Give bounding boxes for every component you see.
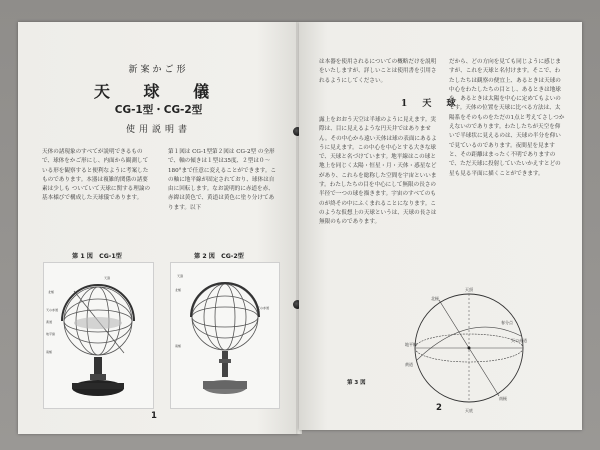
fig1-label-north-pole: 北極 xyxy=(48,290,55,294)
fig1-label-south-pole: 南極 xyxy=(46,350,53,354)
fig1-label-horizon: 地平線 xyxy=(46,332,56,336)
fig3-label-north-pole: 北極 xyxy=(431,296,439,301)
fig3-celestial-diagram xyxy=(399,280,539,416)
fig2-label-zenith: 天頂 xyxy=(177,274,184,278)
fig1-photo xyxy=(43,262,154,409)
fig3-label-zenith: 天頂 xyxy=(465,287,473,292)
intro-text-col1: 天体の諸現象のすべてが説明できるもので、球体をかご形にし、内面から観測している形を観察すると便利なように考案したものであります。本器は複雑的関係の諸要素は少しも ついていて天球に関する理論の基本様びで構成した天球儀であります。 xyxy=(42,149,151,202)
fig3-label-equator: 天の赤道 xyxy=(511,338,527,343)
section-title: 1 天 球 xyxy=(401,99,462,109)
fig3-label-equinox: 春分点 xyxy=(501,320,513,325)
subtitle: 新案かご形 xyxy=(128,65,189,75)
page-number-left: 1 xyxy=(151,411,157,421)
fig1-label-ecliptic: 黄道 xyxy=(46,320,53,324)
manual-title: 使用説明書 xyxy=(125,125,191,135)
right-text-col1: 露上をおおう天空は半球のように見えます。実際は、目に見えるような円天井ではありません。その中心から遠い天体は球の表面にあるように見えます。この中心を中心とする大きな球で、天球と名づけています。地平線はこの球と地上を同じく太陽・恒星・月・天体・惑星などがあり、これらを総称した空間を宇宙といいます。わたしたちの目を中心にして無限の長さの半径で一つの球を描きます。宇宙のすべてのものが終その中にふくまれることになります。このような仮想上の天球というは、天球の長さは無限のものであります。 xyxy=(319,117,437,226)
fig2-caption: 第 2 図 CG-2型 xyxy=(194,253,244,260)
right-intro-text: は本器を使用されるについての概略だけを説明をいたしますが、詳しいことは使用書を引用されるようにしてください。 xyxy=(319,59,437,84)
page-number-right: 2 xyxy=(436,403,442,413)
fig3-label-horizon: 地平線 xyxy=(405,342,417,347)
globe-cg1-image xyxy=(44,263,153,408)
left-page xyxy=(18,22,299,434)
fig2-photo xyxy=(170,262,280,409)
fig3-caption: 第 3 図 xyxy=(347,380,366,386)
fig1-caption: 第 1 図 CG-1型 xyxy=(72,253,122,260)
fig3-label-south-pole: 南極 xyxy=(499,396,507,401)
fig2-label-north-pole: 北極 xyxy=(175,288,182,292)
intro-text-col2: 第１図は CG-1型第２図は CG-2型 の全形で、軸の傾きは１型は35度、２型は０〜180°まで任意に変えることができます。この軸に地平線が固定されており、球体は自由に回転します。なお説明的に赤道を赤、赤緯は黄色で、黄道は黄色に塗り分けてあります。以下 xyxy=(168,149,277,211)
model-title: CG-1型・CG-2型 xyxy=(114,104,203,116)
fig1-label-equator: 天の赤道 xyxy=(46,308,59,312)
right-page xyxy=(299,22,582,430)
right-text-col2: だから、どの方向を見ても同じように感じますが、これを天球と名付けます。そこで、わたしたちは観察の便宜上、あるときは天球の中心をわたしたちの目とし、あるときは地球を、あるときは太陽を中心に定めてもよいのです。天体の位置を天球に比べる方法は、太陽系をそのものをただの1点と考えてさしつかえないのであります。わたしたちが天空を仰いで半球状に見えるのは、天球の半分を仰いで見ているのであります。夜間星を見ますと、その距離はまったく不明でありますので、ただ天球に投射していたいかえすとどの星も見る平面に描くことができます。 xyxy=(449,59,565,177)
fig2-label-equator: 天の赤道 xyxy=(257,306,270,310)
fig1-label-zenith: 天頂 xyxy=(104,276,111,280)
fig2-label-south-pole: 南極 xyxy=(175,344,182,348)
globe-cg2-image xyxy=(171,263,279,408)
fig3-label-nadir: 天底 xyxy=(465,408,473,413)
main-title: 天 球 儀 xyxy=(93,82,224,101)
fig3-label-ecliptic: 黄道 xyxy=(405,362,413,367)
